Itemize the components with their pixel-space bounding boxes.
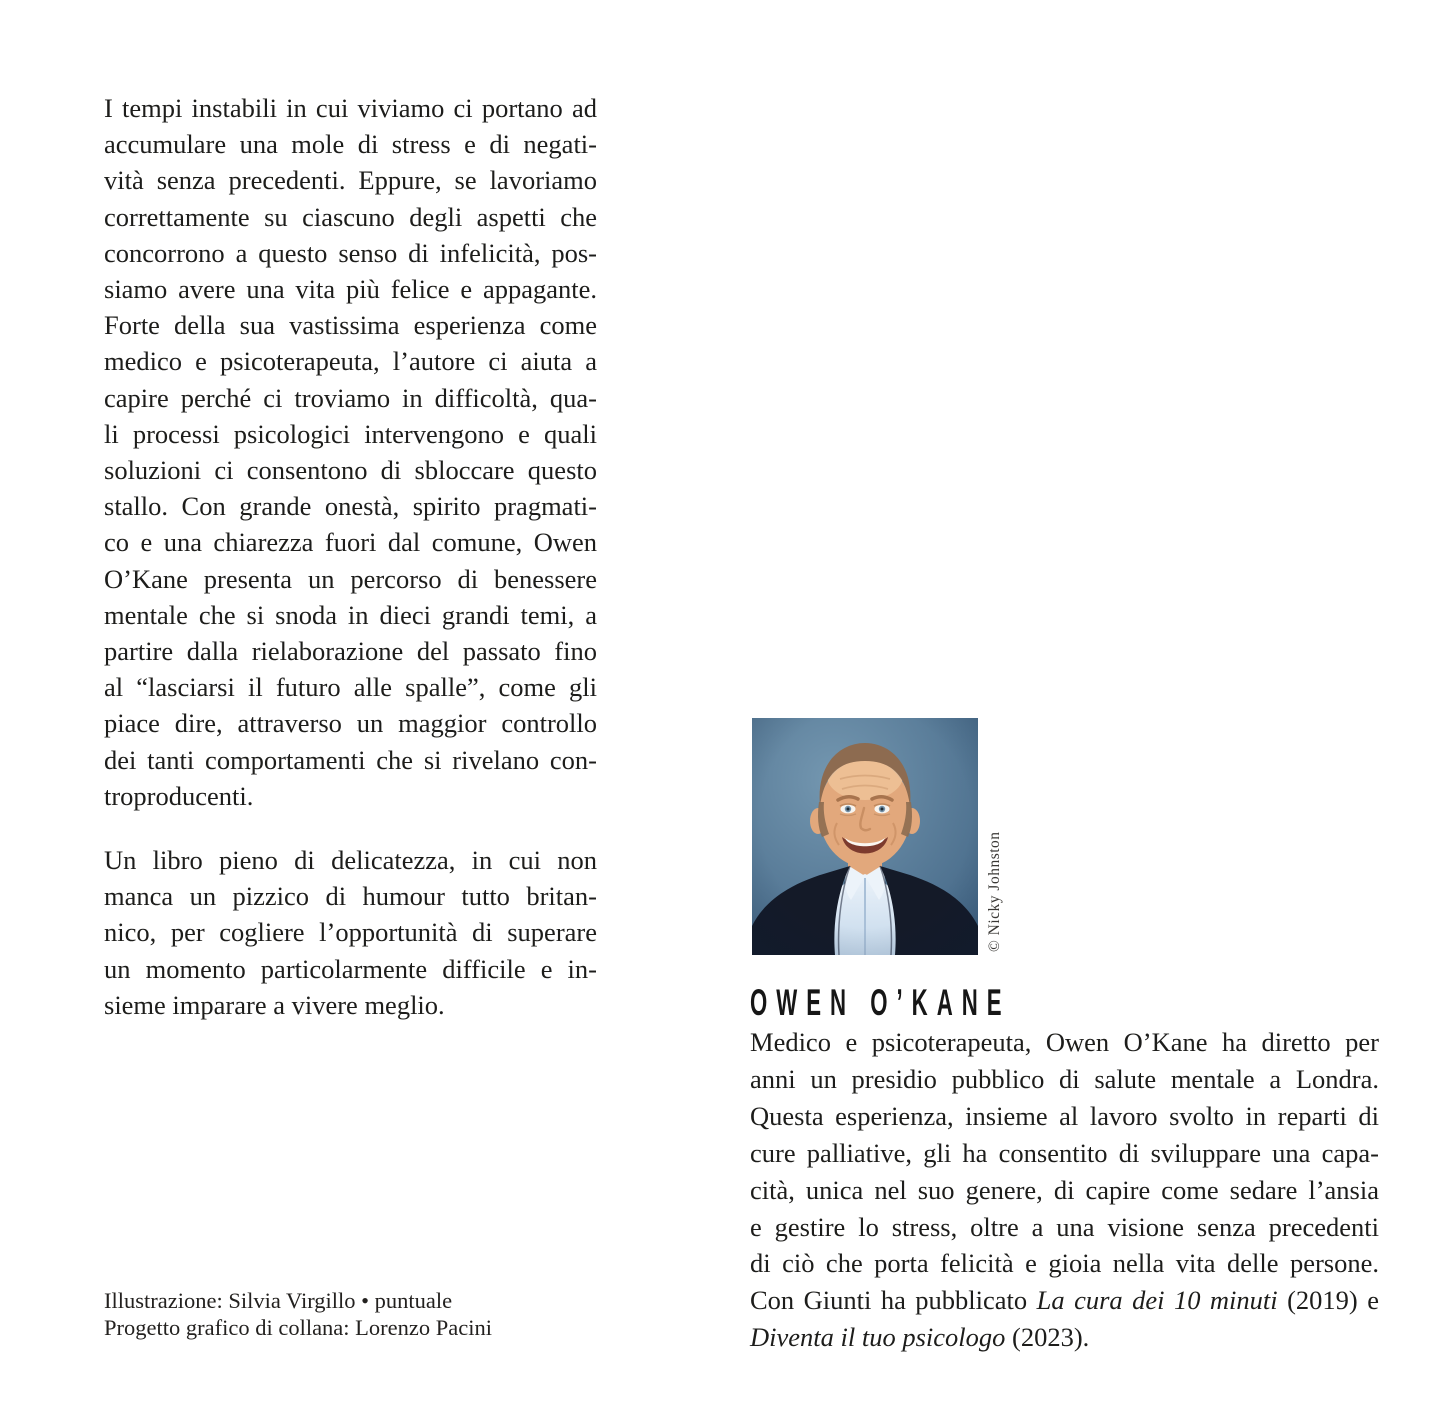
author-photo [752,718,978,955]
text-line: sieme imparare a vivere meglio. [104,989,445,1020]
text-line: stallo. Con grande onestà, spirito pragmati- [104,491,597,522]
text-line: cità, unica nel suo genere, di capire come sedare l’ansia [750,1174,1379,1205]
text-line: co e una chiarezza fuori dal comune, Owen [104,527,597,558]
text-line: di ciò che porta felicità e gioia nella vita delle persone. [750,1248,1379,1279]
text-line: capire perché ci troviamo in difficoltà, qua- [104,382,597,413]
text-line: dei tanti comportamenti che si rivelano con- [104,744,597,775]
photo-vignette [752,718,978,955]
text-line: Con Giunti ha pubblicato La cura dei 10 minuti (2019) e [750,1285,1379,1316]
text-line: Diventa il tuo psicologo (2023). [750,1322,1090,1353]
text-line: O’Kane presenta un percorso di benessere [104,563,597,594]
text-line: correttamente su ciascuno degli aspetti che [104,201,597,232]
book-description [104,90,597,1023]
text-line: accumulare una mole di stress e di negati- [104,129,597,160]
text-line: al “lasciarsi il futuro alle spalle”, come gli [104,672,597,703]
text-line: vità senza precedenti. Eppure, se lavoriamo [104,165,597,196]
text-line: Questa esperienza, insieme al lavoro svolto in reparti di [750,1100,1379,1131]
text-line: e gestire lo stress, oltre a una visione senza precedenti [750,1211,1379,1242]
text-line: anni un presidio pubblico di salute mentale a Londra. [750,1063,1379,1094]
text-line: piace dire, attraverso un maggior controllo [104,708,597,739]
text-line: Illustrazione: Silvia Virgillo • puntuale [104,1288,453,1313]
text-line: mentale che si snoda in dieci grandi temi, a [104,599,597,630]
author-name-heading: OWEN O’KANE [750,982,1011,1023]
text-line: medico e psicoterapeuta, l’autore ci aiuta a [104,346,597,377]
text-line: Forte della sua vastissima esperienza come [104,310,597,341]
text-line: troproducenti. [104,780,254,811]
text-line: li processi psicologici intervengono e quali [104,418,597,449]
text-line: Un libro pieno di delicatezza, in cui non [104,845,597,876]
text-line: partire dalla rielaborazione del passato fino [104,636,597,667]
author-bio [750,1024,1379,1356]
text-line: concorrono a questo senso di infelicità, pos- [104,237,597,268]
text-line: un momento particolarmente difficile e in- [104,953,597,984]
text-line: soluzioni ci consentono di sbloccare questo [104,455,597,486]
description-paragraph-1 [104,90,597,814]
author-photo-illustration [752,718,978,955]
description-paragraph-2 [104,842,597,1023]
text-line: I tempi instabili in cui viviamo ci portano ad [104,93,597,123]
text-line: nico, per cogliere l’opportunità di superare [104,917,597,948]
text-line: Progetto grafico di collana: Lorenzo Pacini [104,1314,492,1340]
text-line: cure palliative, gli ha consentito di sviluppare una capa- [750,1137,1379,1168]
colophon-credits [104,1288,624,1341]
text-line: siamo avere una vita più felice e appagante. [104,274,597,305]
photo-credit: © Nicky Johnston [986,831,1003,952]
text-line: Medico e psicoterapeuta, Owen O’Kane ha diretto per [750,1027,1379,1057]
text-line: manca un pizzico di humour tutto britan- [104,881,597,912]
